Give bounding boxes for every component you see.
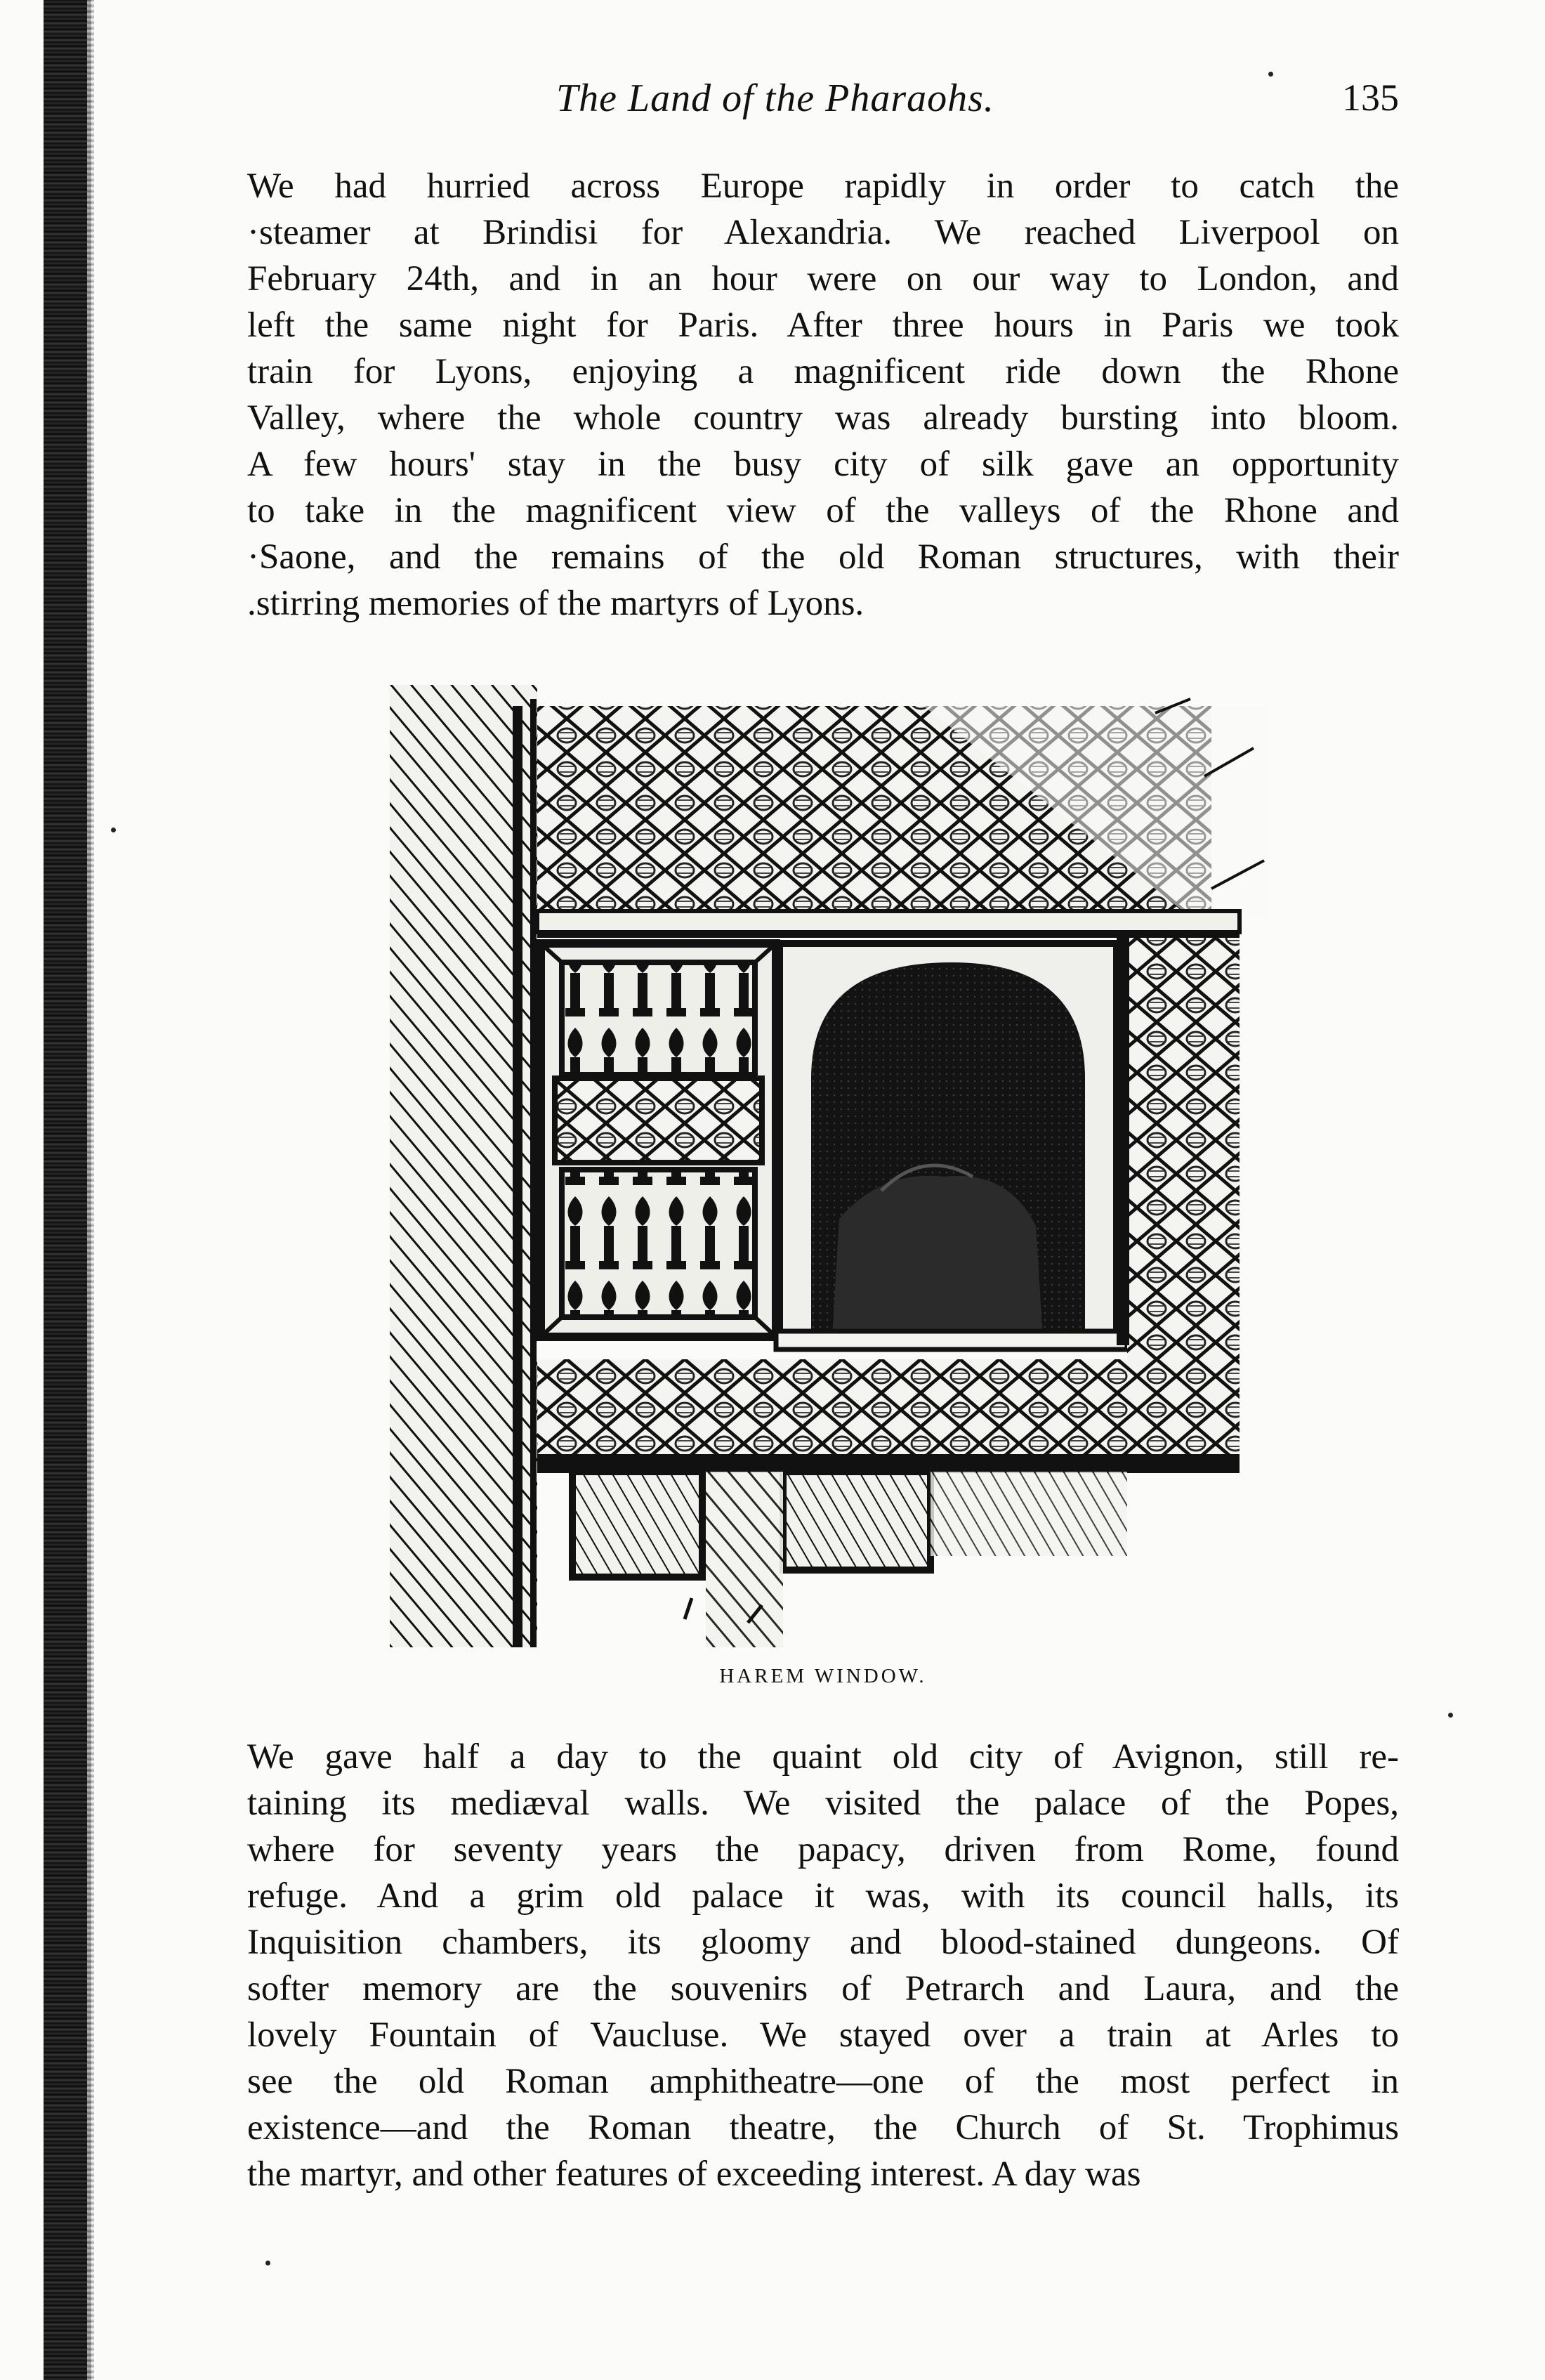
text-line: train for Lyons, enjoying a magnificent ride down the Rhone bbox=[247, 352, 1399, 391]
text-line: Valley, where the whole country was already bursting into bloom. bbox=[247, 398, 1399, 438]
spine-edge bbox=[87, 0, 94, 2380]
text-line: lovely Fountain of Vaucluse. We stayed over a train at Arles to bbox=[247, 2015, 1399, 2055]
text-line: A few hours' stay in the busy city of silk gave an opportunity bbox=[247, 445, 1399, 484]
text-line: to take in the magnificent view of the valleys of the Rhone and bbox=[247, 491, 1399, 530]
figure-caption: HAREM WINDOW. bbox=[719, 1665, 927, 1687]
print-speck bbox=[1448, 1713, 1453, 1718]
text-line: ·Saone, and the remains of the old Roman structures, with their bbox=[247, 537, 1399, 577]
text-line: taining its mediæval walls. We visited the palace of the Popes, bbox=[247, 1784, 1399, 1823]
page-number: 135 bbox=[1342, 77, 1399, 119]
text-line: the martyr, and other features of exceeding interest. A day was bbox=[247, 2155, 1141, 2194]
text-line: refuge. And a grim old palace it was, with its council halls, its bbox=[247, 1876, 1399, 1916]
print-speck bbox=[1268, 72, 1273, 77]
page-header bbox=[247, 76, 1399, 132]
harem-window-engraving bbox=[390, 685, 1268, 1647]
text-line: We gave half a day to the quaint old city of Avignon, still re- bbox=[247, 1737, 1399, 1777]
print-speck bbox=[111, 828, 116, 832]
text-line: We had hurried across Europe rapidly in order to catch the bbox=[247, 166, 1399, 206]
book-spine bbox=[44, 0, 91, 2380]
paragraph-1 bbox=[247, 163, 1399, 627]
text-line: existence—and the Roman theatre, the Church of St. Trophimus bbox=[247, 2108, 1399, 2147]
text-line: see the old Roman amphitheatre—one of the most perfect in bbox=[247, 2062, 1399, 2101]
running-title: The Land of the Pharaohs. bbox=[556, 77, 994, 120]
text-line: left the same night for Paris. After three hours in Paris we took bbox=[247, 306, 1399, 345]
text-line: February 24th, and in an hour were on our way to London, and bbox=[247, 259, 1399, 299]
text-line: where for seventy years the papacy, driven from Rome, found bbox=[247, 1830, 1399, 1869]
text-line: ·steamer at Brindisi for Alexandria. We reached Liverpool on bbox=[247, 213, 1399, 252]
text-line: softer memory are the souvenirs of Petrarch and Laura, and the bbox=[247, 1969, 1399, 2008]
text-line: .stirring memories of the martyrs of Lyons. bbox=[247, 584, 864, 623]
print-speck bbox=[265, 2261, 270, 2265]
paragraph-2 bbox=[247, 1734, 1399, 2197]
text-line: Inquisition chambers, its gloomy and blood-stained dungeons. Of bbox=[247, 1923, 1399, 1962]
